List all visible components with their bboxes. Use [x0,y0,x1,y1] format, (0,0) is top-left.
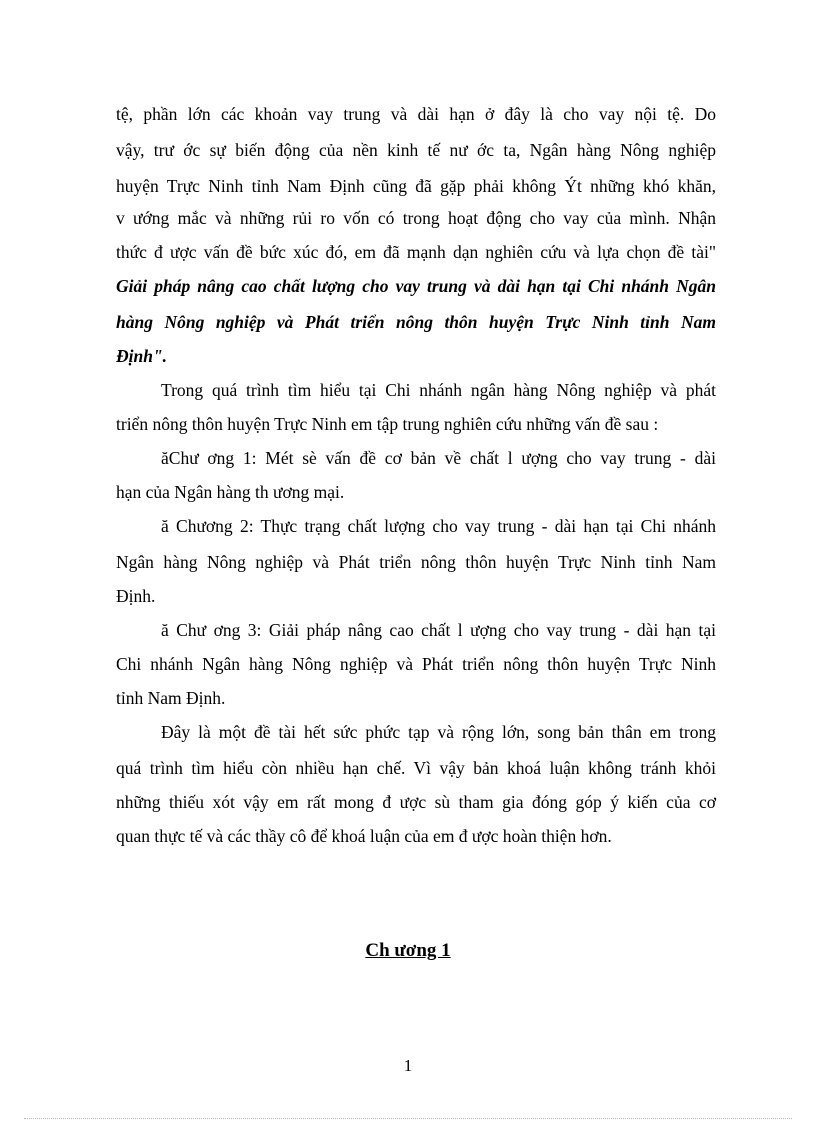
body-text-line: Trong quá trình tìm hiểu tại Chi nhánh ngân hàng Nông nghiệp và phát [161,380,716,400]
chapter-list-item: Định. [116,586,156,606]
body-text-line: triển nông thôn huyện Trực Ninh em tập trung nghiên cứu những vấn đề sau : [116,414,659,434]
body-text-line: Đây là một đề tài hết sức phức tạp và rộng lớn, song bản thân em trong [161,722,716,742]
chapter-list-item: ă Chư ơng 3: Giải pháp nâng cao chất l ượng cho vay trung - dài hạn tại [161,620,716,640]
body-text-line: những thiếu xót vậy em rất mong đ ược sù tham gia đóng góp ý kiến của cơ [116,792,716,812]
thesis-title-line: hàng Nông nghiệp và Phát triển nông thôn huyện Trực Ninh tỉnh Nam [116,312,716,332]
thesis-title-line: Giải pháp nâng cao chất lượng cho vay trung và dài hạn tại Chi nhánh Ngân [116,276,716,296]
chapter-list-item: tỉnh Nam Định. [116,688,226,708]
chapter-list-item: Ngân hàng Nông nghiệp và Phát triển nông thôn huyện Trực Ninh tỉnh Nam [116,552,716,572]
body-text-line: huyện Trực Ninh tỉnh Nam Định cũng đã gặp phải không Ýt những khó khăn, [116,176,716,196]
body-text-line: tệ, phần lớn các khoản vay trung và dài hạn ở đây là cho vay nội tệ. Do [116,104,716,124]
body-text-line: v ướng mắc và những rủi ro vốn có trong hoạt động cho vay của mình. Nhận [116,208,716,228]
chapter-list-item: hạn của Ngân hàng th ương mại. [116,482,345,502]
chapter-list-item: ă Chương 2: Thực trạng chất lượng cho vay trung - dài hạn tại Chi nhánh [161,516,716,536]
body-text-line: quá trình tìm hiểu còn nhiều hạn chế. Vì vậy bản khoá luận không tránh khỏi [116,758,716,778]
page-number: 1 [403,1056,413,1075]
body-text-line: vậy, trư ớc sự biến động của nền kinh tế nư ớc ta, Ngân hàng Nông nghiệp [116,140,716,160]
chapter-list-item: ăChư ơng 1: Mét sè vấn đề cơ bản về chất l ượng cho vay trung - dài [161,448,716,468]
chapter-list-item: Chi nhánh Ngân hàng Nông nghiệp và Phát triển nông thôn huyện Trực Ninh [116,654,716,674]
body-text-line: thức đ ược vấn đề bức xúc đó, em đã mạnh dạn nghiên cứu và lựa chọn đề tài" [116,242,716,262]
body-text-line: quan thực tế và các thầy cô để khoá luận của em đ ược hoàn thiện hơn. [116,826,612,846]
chapter-heading: Ch ương 1 [365,940,451,961]
thesis-title-line: Định". [116,346,168,366]
page-bottom-divider [24,1118,792,1119]
